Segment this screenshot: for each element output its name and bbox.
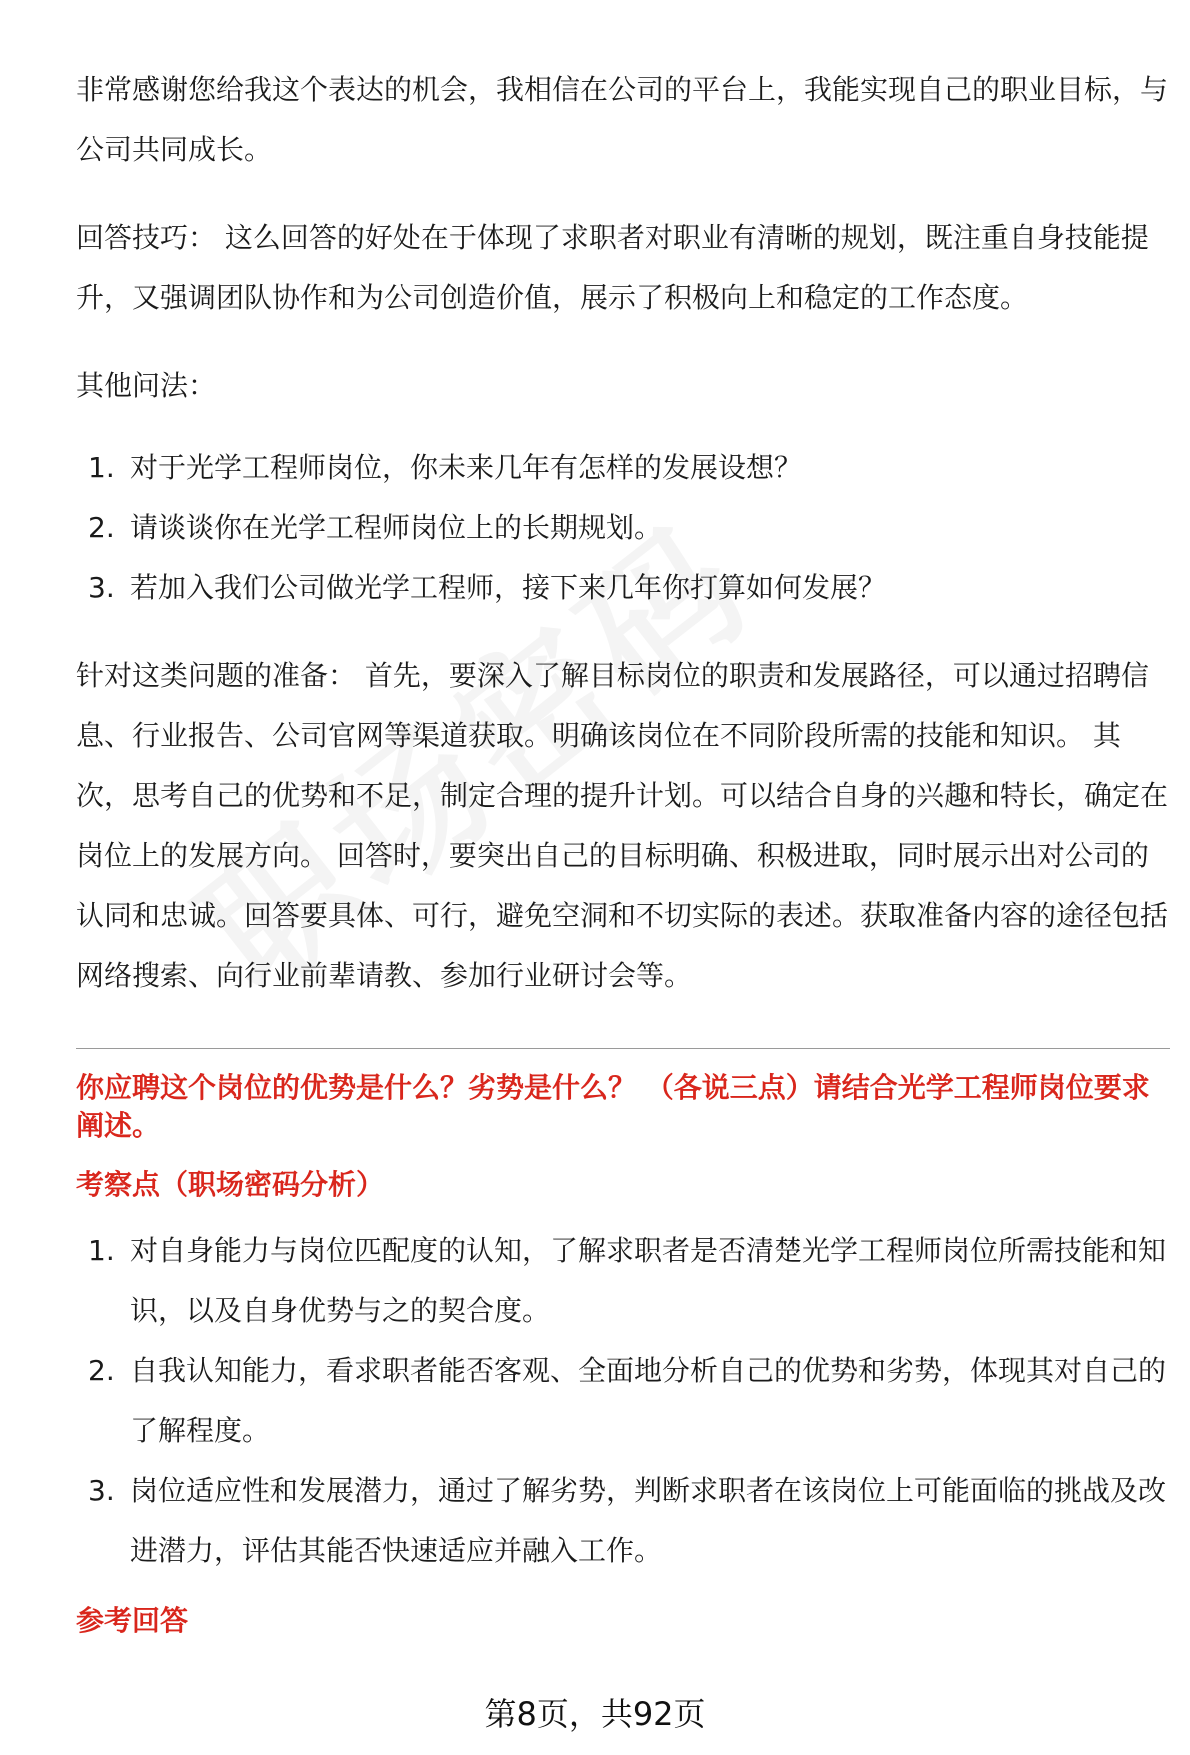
- page-number: 第8页，共92页: [484, 1695, 706, 1733]
- list-number: 3.: [88, 571, 115, 604]
- document-page: [76, 60, 1170, 1641]
- answer-tips-paragraph: 回答技巧： 这么回答的好处在于体现了求职者对职业有清晰的规划，既注重自身技能提升，又强调团队协作和为公司创造价值，展示了积极向上和稳定的工作态度。: [76, 221, 1149, 314]
- intro-paragraph: 非常感谢您给我这个表达的机会，我相信在公司的平台上，我能实现自己的职业目标，与公司共同成长。: [76, 73, 1169, 166]
- list-item-text: 请谈谈你在光学工程师岗位上的长期规划。: [130, 511, 663, 544]
- reference-answer-label: 参考回答: [76, 1604, 189, 1637]
- list-item-text: 岗位适应性和发展潜力，通过了解劣势，判断求职者在该岗位上可能面临的挑战及改进潜力，评估其能否快速适应并融入工作。: [130, 1474, 1167, 1567]
- list-number: 3.: [88, 1474, 115, 1507]
- list-item: [76, 558, 1170, 618]
- analysis-list: [76, 1221, 1170, 1581]
- preparation-paragraph: 针对这类问题的准备： 首先，要深入了解目标岗位的职责和发展路径，可以通过招聘信息、行业报告、公司官网等渠道获取。明确该岗位在不同阶段所需的技能和知识。 其次，思考自己的优势和不足，制定合理的提升计划。可以结合自身的兴趣和特长，确定在岗位上的发展方向。 回答时，要突出自己的目标明确、积极进取，同时展示出对公司的认同和忠诚。回答要具体、可行，避免空洞和不切实际的表述。获取准备内容的途径包括网络搜索、向行业前辈请教、参加行业研讨会等。: [76, 659, 1169, 992]
- question-heading: 你应聘这个岗位的优势是什么？劣势是什么？ （各说三点）请结合光学工程师岗位要求阐述。: [76, 1071, 1150, 1142]
- list-number: 1.: [88, 1234, 115, 1267]
- list-item: [76, 1221, 1170, 1341]
- other-questions-list: [76, 438, 1170, 618]
- list-number: 2.: [88, 511, 115, 544]
- list-number: 2.: [88, 1354, 115, 1387]
- list-number: 1.: [88, 451, 115, 484]
- analysis-label: 考察点（职场密码分析）: [76, 1168, 385, 1201]
- list-item: [76, 1341, 1170, 1461]
- list-item-text: 自我认知能力，看求职者能否客观、全面地分析自己的优势和劣势，体现其对自己的了解程度。: [130, 1354, 1167, 1447]
- list-item-text: 对于光学工程师岗位，你未来几年有怎样的发展设想？: [130, 451, 803, 484]
- other-questions-label: 其他问法：: [76, 369, 217, 402]
- list-item: [76, 1461, 1170, 1581]
- list-item: [76, 438, 1170, 498]
- list-item: [76, 498, 1170, 558]
- list-item-text: 若加入我们公司做光学工程师，接下来几年你打算如何发展？: [130, 571, 887, 604]
- list-item-text: 对自身能力与岗位匹配度的认知，了解求职者是否清楚光学工程师岗位所需技能和知识，以及自身优势与之的契合度。: [130, 1234, 1167, 1327]
